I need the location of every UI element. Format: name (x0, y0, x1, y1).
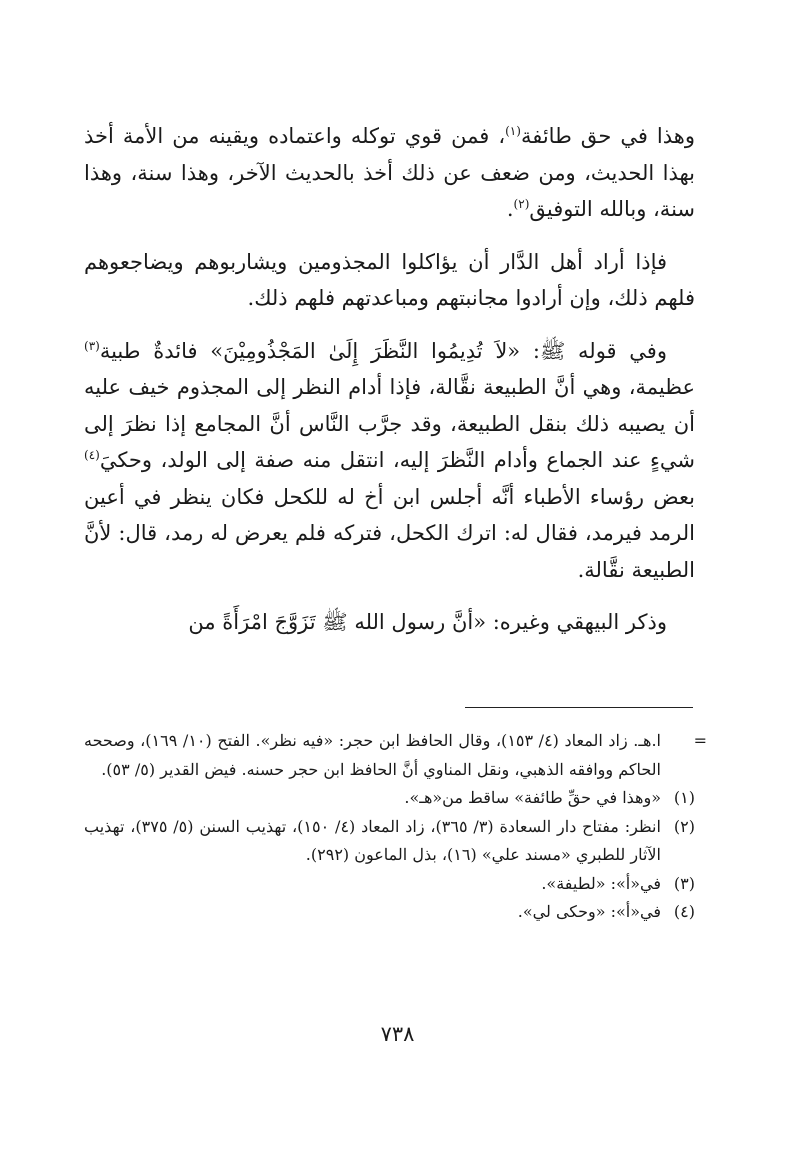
main-text (84, 118, 695, 641)
continuation-mark: = (693, 731, 707, 750)
footnote-4: (٤) في«أ»: «وحكى لي». (84, 898, 695, 927)
footnote-ref-1: (١) (505, 124, 521, 138)
footnote-1: (١) «وهذا في حقِّ طائفة» ساقط من«هـ». (84, 784, 695, 813)
paragraph-3: وفي قوله ﷺ: «لاَ تُدِيمُوا النَّظَرَ إِلَىٰ المَجْذُومِيْنَ» فائدةٌ طبية$^{(٣)}$ عظيمة، وهي أنَّ الطبيعة نقَّالة، فإذا أدام النظر إلى المجذوم خيف عليه أن يصيبه ذلك بنقل الطبيعة، وقد جرَّب النَّاس أنَّ المجامع إذا نظرَ إلى شيءٍ عند الجماع وأدام النَّظرَ إليه، انتقل منه صفة إلى الولد، وحكيَ$^{(٤)}$ بعض رؤساء الأطباء أنَّه أجلس ابن أخ له للكحل فكان ينظر في أعين الرمد فيرمد، فقال له: اترك الكحل، فتركه فلم يعرض له رمد، قال: لأنَّ الطبيعة نقَّالة. (84, 338, 695, 582)
footnote-continuation: = ا.هـ. زاد المعاد (٤/ ١٥٣)، وقال الحافظ ابن حجر: «فيه نظر». الفتح (١٠/ ١٦٩)، وصححه الحاكم ووافقه الذهبي، ونقل المناوي أنَّ الحافظ ابن حجر حسنه. فيض القدير (٥/ ٥٣). (84, 727, 695, 784)
footnotes (84, 727, 707, 927)
footnote-ref-2: (٢) (513, 197, 530, 211)
footnote-ref-3: (٣) (84, 338, 100, 353)
footnote-separator (465, 707, 693, 708)
paragraph-4: وذكر البيهقي وغيره: «أنَّ رسول الله ﷺ تَزَوَّجَ امْرَأَةً من (188, 610, 667, 634)
footnote-ref-4: (٤) (84, 448, 100, 462)
paragraph-1: وهذا في حق طائفة$^{(١)}$، فمن قوي توكله واعتماده ويقينه من الأمة أخذ بهذا الحديث، ومن ضعف عن ذلك أخذ بالحديث الآخر، وهذا سنة، وهذا سنة، وبالله التوفيق$^{(٢)}$. (84, 124, 695, 221)
paragraph-2: فإذا أراد أهل الدَّار أن يؤاكلوا المجذومين ويشاربوهم ويضاجعوهم فلهم ذلك، وإن أرادوا مجانبتهم ومباعدتهم فلهم ذلك. (84, 249, 695, 310)
footnote-number: (٤) (673, 902, 695, 921)
page-number: ٧٣٨ (380, 1022, 415, 1046)
footnote-2: (٢) انظر: مفتاح دار السعادة (٣/ ٣٦٥)، زاد المعاد (٤/ ١٥٠)، تهذيب السنن (٥/ ٣٧٥)، تهذيب الآثار للطبري «مسند علي» (١٦)، بذل الماعون (٢٩٢). (84, 813, 695, 870)
footnote-number: (٣) (673, 873, 695, 893)
footnote-number: (٢) (673, 816, 695, 836)
footnote-number: (١) (673, 788, 695, 807)
footnote-3: (٣) في«أ»: «لطيفة». (84, 870, 695, 899)
